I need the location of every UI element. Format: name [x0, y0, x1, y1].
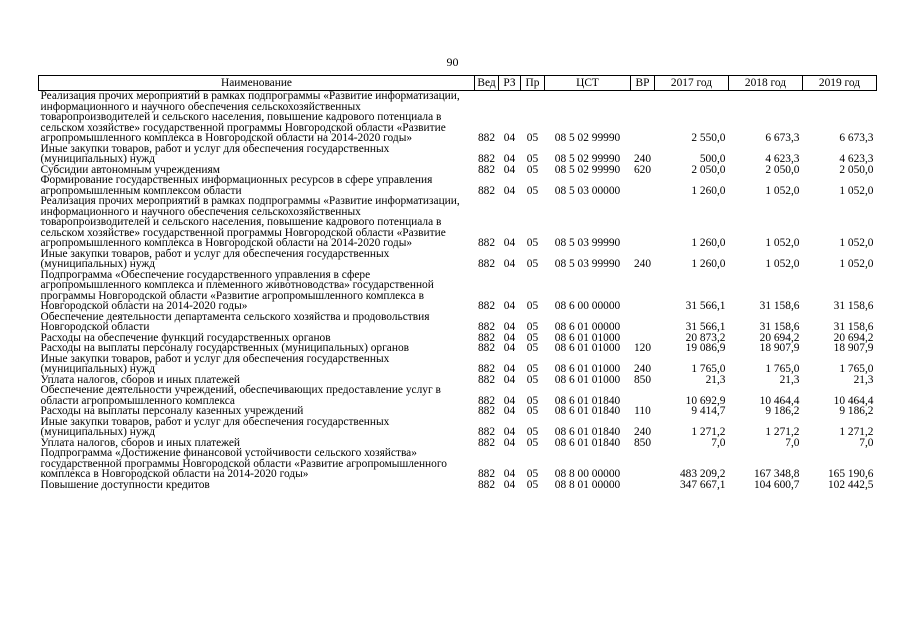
row-ved: 882: [477, 184, 496, 197]
header-rz: РЗ: [499, 76, 521, 91]
row-rz: 04: [503, 132, 516, 144]
header-cst: ЦСТ: [545, 76, 631, 91]
row-2017: 9 414,7: [691, 405, 726, 417]
row-2019: 1 271,2: [839, 426, 874, 438]
row-name: Иные закупки товаров, работ и услуг для обеспечения государственных (муниципальных) нужд: [40, 352, 390, 375]
row-name: Подпрограмма «Обеспечение государственного управления в сфере агропромышленного комплекса и племенного животноводства» государственной программы Новгородской области «Развитие агропромышленного комплекса в Новгородской области на 2014-2020 годы»: [40, 268, 434, 312]
row-rz: 04: [503, 163, 516, 176]
row-2018: 2 050,0: [765, 163, 800, 176]
table-row: [39, 406, 877, 417]
row-2018: 6 673,3: [765, 132, 800, 144]
row-cst: 08 6 00 00000: [554, 300, 621, 312]
row-pr: 05: [526, 478, 539, 491]
row-ved: 882: [477, 163, 496, 176]
row-rz: 04: [503, 184, 516, 197]
row-vr: 240: [633, 153, 652, 165]
row-rz: 04: [503, 363, 516, 375]
row-cst: 08 5 02 99990: [554, 163, 621, 176]
row-2017: 20 873,2: [685, 331, 726, 344]
row-2017: 483 209,2: [679, 468, 726, 480]
row-rz: 04: [503, 342, 516, 354]
row-pr: 05: [526, 342, 539, 354]
row-2018: 1 052,0: [765, 184, 800, 197]
row-2019: 18 907,9: [833, 342, 874, 354]
row-vr: 850: [633, 373, 652, 386]
row-vr: [631, 175, 655, 196]
row-2019: 7,0: [859, 436, 874, 449]
row-2019: 102 442,5: [827, 478, 874, 491]
row-pr: 05: [526, 237, 539, 249]
row-2017: 2 050,0: [691, 163, 726, 176]
row-cst: 08 8 00 00000: [554, 468, 621, 480]
row-vr: 240: [633, 426, 652, 438]
row-cst: 08 6 01 01000: [554, 363, 621, 375]
row-rz: 04: [503, 258, 516, 270]
row-rz: 04: [503, 300, 516, 312]
row-2018: 104 600,7: [753, 478, 800, 491]
row-pr: 05: [526, 436, 539, 449]
row-vr: 240: [633, 363, 652, 375]
row-cst: 08 6 01 00000: [554, 321, 621, 333]
row-rz: 04: [503, 436, 516, 449]
row-2017: 2 550,0: [691, 132, 726, 144]
row-2017: 1 260,0: [691, 237, 726, 249]
row-vr: [631, 91, 655, 144]
row-rz: 04: [503, 405, 516, 417]
row-2019: 1 052,0: [839, 184, 874, 197]
row-2018: 31 158,6: [759, 300, 800, 312]
row-2018: 1 765,0: [765, 363, 800, 375]
row-2018: 4 623,3: [765, 153, 800, 165]
row-pr: 05: [526, 300, 539, 312]
row-pr: 05: [526, 373, 539, 386]
row-cst: 08 8 01 00000: [554, 478, 621, 491]
row-vr: 620: [633, 163, 652, 176]
row-name: Иные закупки товаров, работ и услуг для обеспечения государственных (муниципальных) нужд: [40, 247, 390, 270]
row-cst: 08 6 01 01840: [554, 394, 621, 407]
row-cst: 08 6 01 01000: [554, 331, 621, 344]
row-pr: 05: [526, 184, 539, 197]
table-row: [39, 448, 877, 480]
table-header-row: [39, 76, 877, 91]
table-row: [39, 175, 877, 196]
header-name: Наименование: [39, 76, 475, 91]
row-vr: [631, 312, 655, 333]
row-2018: 7,0: [785, 436, 800, 449]
row-pr: 05: [526, 363, 539, 375]
row-2017: 1 260,0: [691, 184, 726, 197]
row-cst: 08 5 03 00000: [554, 184, 621, 197]
row-ved: 882: [477, 363, 496, 375]
row-ved: 882: [477, 373, 496, 386]
row-cst: 08 5 03 99990: [554, 258, 621, 270]
row-2017: 1 271,2: [691, 426, 726, 438]
header-vr: ВР: [631, 76, 655, 91]
table-body: [39, 91, 877, 491]
row-2017: 31 566,1: [685, 321, 726, 333]
row-pr: 05: [526, 258, 539, 270]
row-2019: 31 158,6: [833, 321, 874, 333]
row-rz: 04: [503, 331, 516, 344]
page-number: 90: [446, 55, 459, 69]
row-name: Уплата налогов, сборов и иных платежей: [40, 436, 240, 449]
row-2018: 9 186,2: [765, 405, 800, 417]
row-2019: 21,3: [853, 373, 874, 386]
row-ved: 882: [477, 394, 496, 407]
row-2018: 31 158,6: [759, 321, 800, 333]
row-name: Расходы на выплаты персоналу государственных (муниципальных) органов: [40, 342, 410, 354]
row-2017: 21,3: [705, 373, 726, 386]
table-row: [39, 144, 877, 165]
row-pr: 05: [526, 321, 539, 333]
row-vr: [631, 385, 655, 406]
row-2018: 1 052,0: [765, 237, 800, 249]
row-pr: 05: [526, 468, 539, 480]
row-cst: 08 6 01 01000: [554, 342, 621, 354]
row-name: Субсидии автономным учреждениям: [40, 163, 220, 176]
row-ved: 882: [477, 321, 496, 333]
row-2019: 9 186,2: [839, 405, 874, 417]
row-vr: [631, 196, 655, 249]
row-2018: 21,3: [779, 373, 800, 386]
table-row: [39, 196, 877, 249]
row-vr: 120: [633, 342, 652, 354]
row-cst: 08 6 01 01000: [554, 373, 621, 386]
row-name: Повышение доступности кредитов: [40, 478, 210, 491]
row-name: Иные закупки товаров, работ и услуг для обеспечения государственных (муниципальных) нужд: [40, 415, 390, 438]
row-ved: 882: [477, 478, 496, 491]
row-ved: 882: [477, 342, 496, 354]
row-cst: 08 5 02 99990: [554, 132, 621, 144]
row-name: Обеспечение деятельности департамента сельского хозяйства и продовольствия Новгородской области: [40, 310, 430, 333]
row-rz: 04: [503, 468, 516, 480]
row-name: Иные закупки товаров, работ и услуг для обеспечения государственных (муниципальных) нужд: [40, 142, 390, 165]
row-2019: 165 190,6: [827, 468, 874, 480]
row-2019: 1 052,0: [839, 237, 874, 249]
row-vr: 110: [634, 405, 651, 417]
row-ved: 882: [477, 300, 496, 312]
row-2017: 19 086,9: [685, 342, 726, 354]
row-cst: 08 6 01 01840: [554, 405, 621, 417]
table-row: [39, 343, 877, 354]
row-name: Подпрограмма «Достижение финансовой устойчивости сельского хозяйства» государственной программы Новгородской области «Развитие агропромышленного комплекса в Новгородской области на 2014-2020 годы»: [40, 447, 447, 480]
row-2017: 500,0: [699, 153, 726, 165]
row-ved: 882: [477, 237, 496, 249]
row-2019: 10 464,4: [833, 394, 874, 407]
table-row: [39, 249, 877, 270]
header-pr: Пр: [521, 76, 545, 91]
row-rz: 04: [503, 321, 516, 333]
row-2019: 2 050,0: [839, 163, 874, 176]
row-2019: 4 623,3: [839, 153, 874, 165]
row-rz: 04: [503, 394, 516, 407]
row-vr: 240: [633, 258, 652, 270]
row-pr: 05: [526, 405, 539, 417]
row-name: Уплата налогов, сборов и иных платежей: [40, 373, 240, 386]
row-2017: 10 692,9: [685, 394, 726, 407]
row-rz: 04: [503, 373, 516, 386]
row-name: Формирование государственных информационных ресурсов в сфере управления агропромышленным комплексом области: [40, 174, 433, 197]
row-name: Реализация прочих мероприятий в рамках подпрограммы «Развитие информатизации, информационного и научного обеспечения сельскохозяйственных товаропроизводителей и сельского населения, повышение кадрового потенциала в сельском хозяйстве» государственной программы Новгородской области «Развитие агропромышленного комплекса в Новгородской области на 2014-2020 годы»: [40, 195, 460, 249]
row-name: Реализация прочих мероприятий в рамках подпрограммы «Развитие информатизации, информационного и научного обеспечения сельскохозяйственных товаропроизводителей и сельского населения, повышение кадрового потенциала в сельском хозяйстве» государственной программы Новгородской области «Развитие агропромышленного комплекса в Новгородской области на 2014-2020 годы»: [40, 90, 460, 144]
row-2019: 20 694,2: [833, 331, 874, 344]
table-row: [39, 270, 877, 312]
header-2017: 2017 год: [655, 76, 729, 91]
row-vr: 850: [633, 436, 652, 449]
row-pr: 05: [526, 153, 539, 165]
row-ved: 882: [477, 405, 496, 417]
row-pr: 05: [526, 132, 539, 144]
table-row: [39, 354, 877, 375]
row-rz: 04: [503, 237, 516, 249]
row-2018: 1 052,0: [765, 258, 800, 270]
row-2017: 1 765,0: [691, 363, 726, 375]
row-rz: 04: [503, 426, 516, 438]
row-cst: 08 6 01 01840: [554, 426, 621, 438]
header-ved: Вед: [475, 76, 499, 91]
row-ved: 882: [477, 468, 496, 480]
row-pr: 05: [526, 163, 539, 176]
row-2017: 7,0: [711, 436, 726, 449]
row-rz: 04: [503, 153, 516, 165]
row-cst: 08 5 02 99990: [554, 153, 621, 165]
header-2018: 2018 год: [729, 76, 803, 91]
row-ved: 882: [477, 153, 496, 165]
row-2019: 1 052,0: [839, 258, 874, 270]
row-2018: 10 464,4: [759, 394, 800, 407]
row-2017: 347 667,1: [679, 478, 726, 491]
row-pr: 05: [526, 331, 539, 344]
row-2018: 1 271,2: [765, 426, 800, 438]
row-2017: 31 566,1: [685, 300, 726, 312]
table-row: [39, 91, 877, 144]
row-name: Расходы на обеспечение функций государственных органов: [40, 331, 331, 344]
row-ved: 882: [477, 426, 496, 438]
table-row: [39, 385, 877, 406]
row-ved: 882: [477, 258, 496, 270]
row-2018: 18 907,9: [759, 342, 800, 354]
row-vr: [631, 448, 655, 480]
row-2018: 167 348,8: [753, 468, 800, 480]
row-2019: 6 673,3: [839, 132, 874, 144]
row-cst: 08 5 03 99990: [554, 237, 621, 249]
budget-table: [38, 75, 877, 490]
row-2018: 20 694,2: [759, 331, 800, 344]
row-ved: 882: [477, 331, 496, 344]
table-row: [39, 417, 877, 438]
row-cst: 08 6 01 01840: [554, 436, 621, 449]
row-pr: 05: [526, 394, 539, 407]
row-name: Расходы на выплаты персоналу казенных учреждений: [40, 405, 304, 417]
row-vr: [631, 270, 655, 312]
row-ved: 882: [477, 132, 496, 144]
row-2019: 1 765,0: [839, 363, 874, 375]
row-2017: 1 260,0: [691, 258, 726, 270]
row-name: Обеспечение деятельности учреждений, обеспечивающих предоставление услуг в области агропромышленного комплекса: [40, 384, 441, 407]
table-row: [39, 480, 877, 491]
row-ved: 882: [477, 436, 496, 449]
row-2019: 31 158,6: [833, 300, 874, 312]
row-rz: 04: [503, 478, 516, 491]
row-vr: [631, 480, 655, 491]
header-2019: 2019 год: [803, 76, 877, 91]
table-row: [39, 312, 877, 333]
row-pr: 05: [526, 426, 539, 438]
